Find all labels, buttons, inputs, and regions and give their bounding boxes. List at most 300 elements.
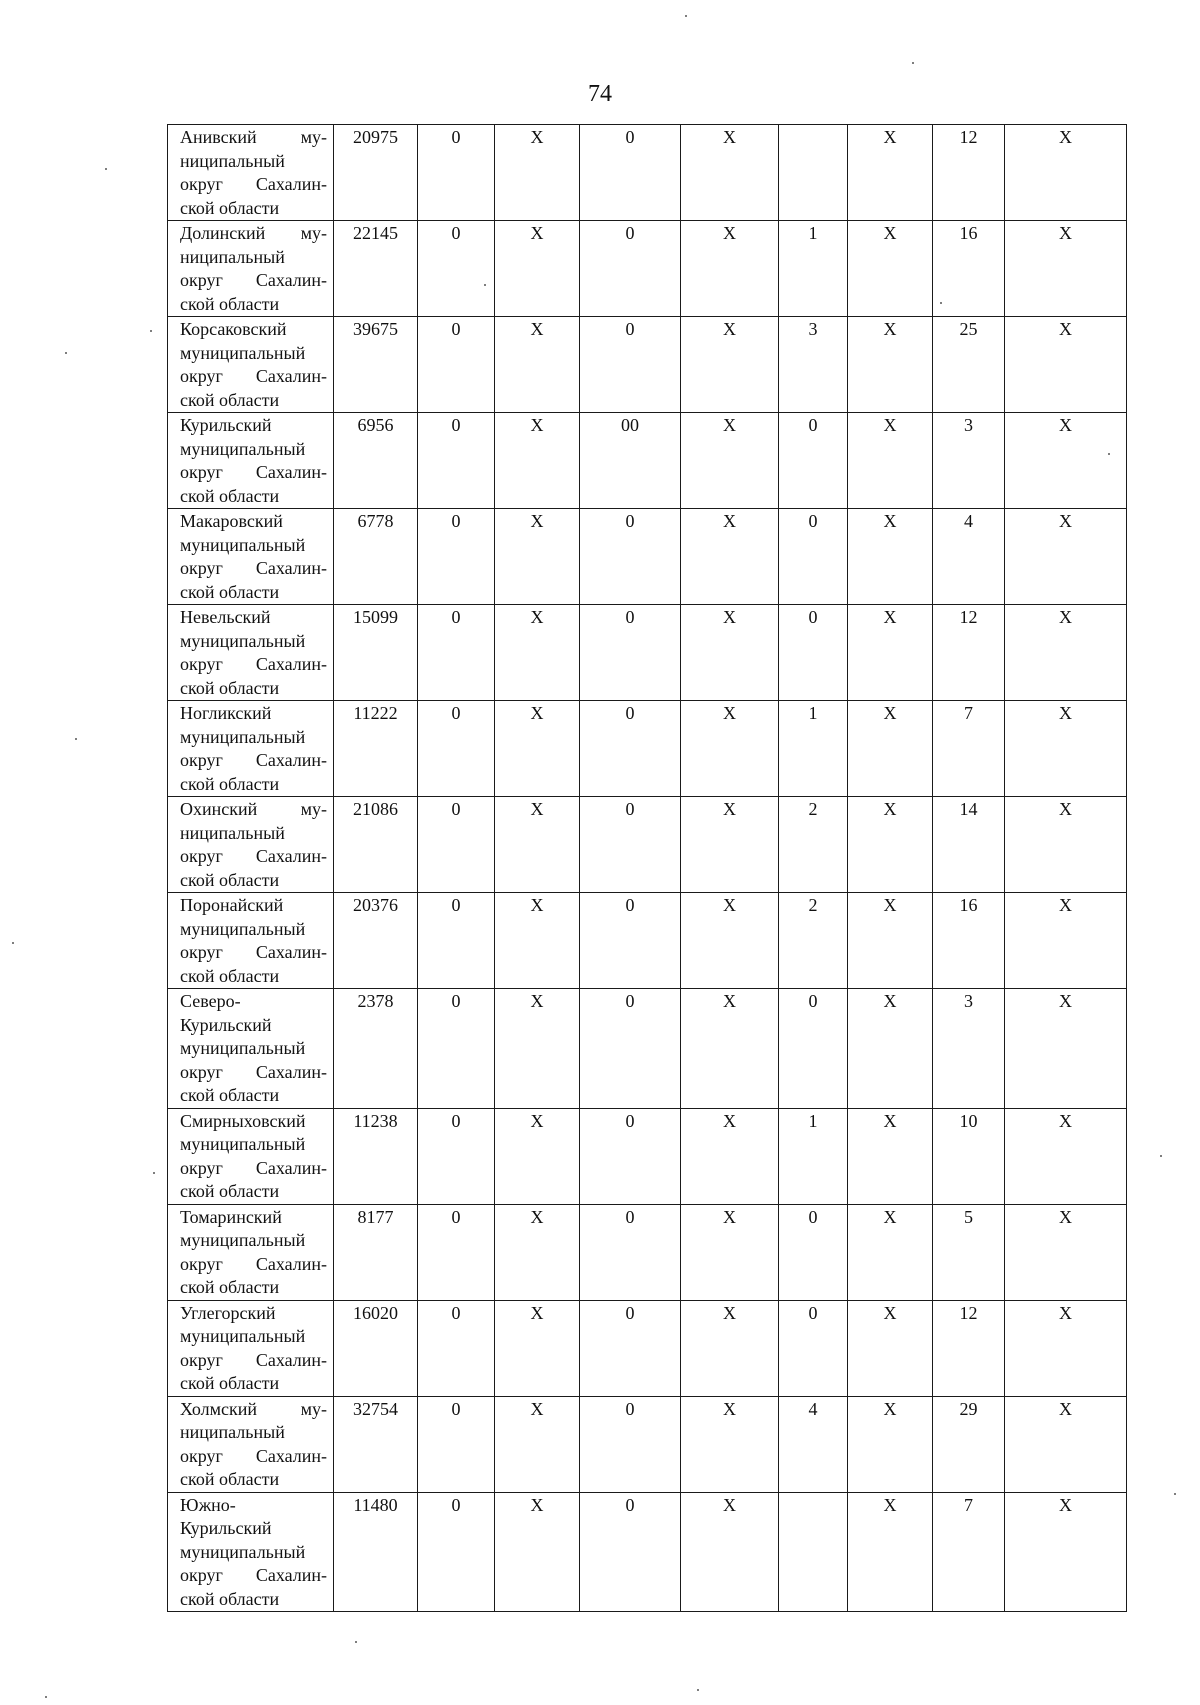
municipality-name-cell [168,509,334,605]
municipality-name-cell [168,413,334,509]
municipality-name-word: му- [300,799,327,819]
table-cell: 4 [779,1396,848,1492]
scan-speck [12,942,14,944]
table-cell: 0 [779,509,848,605]
municipality-name-line [180,798,327,822]
table-cell: 0 [580,125,681,221]
table-cell: 0 [779,413,848,509]
municipality-name-word: округ [180,846,223,866]
table-cell: X [681,701,779,797]
municipality-name-word: Северо- [180,991,241,1011]
municipality-name-cell [168,317,334,413]
municipality-name-word: Сахалин- [255,270,327,290]
table-cell: 0 [779,989,848,1109]
table-cell: X [681,1300,779,1396]
table-cell: 29 [933,1396,1005,1492]
table-cell: X [681,509,779,605]
municipality-name-line [180,630,327,654]
municipality-name-line [180,1084,327,1108]
scan-speck [1160,1155,1162,1157]
municipality-name-cell [168,701,334,797]
table-cell: X [495,1204,580,1300]
table-cell: X [848,413,933,509]
table-cell: 0 [418,1204,495,1300]
table-cell: 21086 [334,797,418,893]
municipality-name-line [180,965,327,989]
table-cell: X [681,317,779,413]
table-cell: 3 [933,989,1005,1109]
municipality-name-word: Сахалин- [255,750,327,770]
table-cell: 0 [418,1108,495,1204]
table-cell: X [495,1300,580,1396]
municipality-name-word: округ [180,1445,223,1466]
municipality-name-line [180,1494,327,1518]
table-row [168,509,1127,605]
municipality-name-line [180,150,327,174]
municipality-name-word: ской области [180,1277,280,1297]
municipality-name-word: муниципальный [180,918,306,939]
table-cell: 14 [933,797,1005,893]
municipality-name-word: ской области [180,485,280,506]
table-cell: 0 [418,221,495,317]
table-cell: X [848,989,933,1109]
table-row [168,797,1127,893]
table-cell: X [1005,125,1127,221]
municipality-name-word: муниципальный [180,438,306,459]
table-cell: 3 [933,413,1005,509]
table-cell: 1 [779,221,848,317]
municipality-name-line [180,534,327,558]
municipality-name-word: округ [180,1157,223,1178]
municipality-name-cell [168,1108,334,1204]
table-cell: 0 [418,1300,495,1396]
municipality-name-word: му- [300,1398,327,1419]
municipality-name-word: муниципальный [180,1134,306,1154]
table-cell: 11222 [334,701,418,797]
municipality-name-word: ской области [180,293,280,314]
table-cell: X [848,125,933,221]
municipality-name-word: Долинский [180,223,266,243]
municipality-name-line [180,1229,327,1253]
municipality-name-line [180,1110,327,1134]
municipality-name-cell [168,1492,334,1612]
table-cell: X [1005,701,1127,797]
municipality-name-line [180,1541,327,1565]
table-cell: X [495,1492,580,1612]
municipality-name-line [180,773,327,797]
table-cell: X [848,701,933,797]
municipality-name-line [180,581,327,605]
municipality-name-line [180,822,327,846]
table-cell: 10 [933,1108,1005,1204]
table-cell: 0 [418,509,495,605]
table-cell: X [495,1108,580,1204]
table-cell: 0 [418,797,495,893]
municipality-name-cell [168,1204,334,1300]
municipality-name-line [180,438,327,462]
table-cell: X [681,989,779,1109]
table-cell: 25 [933,317,1005,413]
municipality-name-word: ской области [180,677,280,698]
municipality-name-word: Смирныховский [180,1110,306,1131]
table-cell: 20975 [334,125,418,221]
table-cell: 6778 [334,509,418,605]
municipality-name-word: округ [180,750,223,770]
municipality-name-word: округ [180,174,223,194]
municipality-name-line [180,1206,327,1230]
municipality-name-line [180,557,327,581]
table-cell: 0 [580,797,681,893]
table-cell: 6956 [334,413,418,509]
table-cell: 12 [933,125,1005,221]
municipality-name-word: муниципальный [180,630,306,651]
table-row [168,413,1127,509]
table-cell: 1 [779,1108,848,1204]
table-cell: X [681,221,779,317]
table-cell: X [681,893,779,989]
municipality-name-line [180,1253,327,1277]
table-cell: 12 [933,605,1005,701]
table-cell: X [681,605,779,701]
municipality-name-line [180,293,327,317]
municipality-name-word: округ [180,1565,223,1585]
table-cell: 2 [779,797,848,893]
municipal-data-table [167,124,1127,1612]
table-cell: X [681,413,779,509]
table-cell: X [848,317,933,413]
table-cell: X [1005,605,1127,701]
municipality-name-word: округ [180,1061,223,1082]
scan-speck [45,1696,47,1698]
table-cell: 0 [580,1204,681,1300]
table-cell: 20376 [334,893,418,989]
table-cell: X [495,1396,580,1492]
table-row [168,1204,1127,1300]
municipality-name-cell [168,605,334,701]
table-cell: X [848,221,933,317]
table-cell: 12 [933,1300,1005,1396]
municipality-name-word: Сахалин- [255,1061,327,1082]
table-cell: X [1005,893,1127,989]
table-cell: X [1005,797,1127,893]
municipality-name-line [180,1325,327,1349]
municipality-name-cell [168,893,334,989]
municipality-name-line [180,653,327,677]
municipality-name-line [180,365,327,389]
table-cell: X [495,413,580,509]
table-cell: X [681,1108,779,1204]
municipality-name-line [180,1061,327,1085]
municipality-name-line [180,1157,327,1181]
municipality-name-line [180,318,327,342]
table-cell: X [681,1204,779,1300]
municipality-name-word: Сахалин- [255,846,327,866]
municipality-name-line [180,461,327,485]
municipality-name-word: му- [300,127,327,147]
table-cell [779,1492,848,1612]
municipality-name-line [180,1588,327,1612]
municipality-name-word: Макаровский [180,511,283,531]
table-cell: 0 [418,701,495,797]
municipality-name-line [180,1133,327,1157]
scan-speck [75,738,77,740]
table-cell: 16 [933,893,1005,989]
table-row [168,1108,1127,1204]
municipality-name-word: муниципальный [180,1230,306,1250]
municipality-name-word: Углегорский [180,1302,276,1323]
table-cell: X [1005,1300,1127,1396]
table-cell: 00 [580,413,681,509]
municipality-name-word: ской области [180,1181,280,1201]
table-cell: 39675 [334,317,418,413]
municipality-name-word: ской области [180,869,280,890]
municipality-name-word: ниципальный [180,246,285,267]
municipality-name-line [180,342,327,366]
municipality-name-word: муниципальный [180,1326,306,1346]
table-row [168,125,1127,221]
table-cell: X [495,701,580,797]
table-cell: X [1005,989,1127,1109]
table-cell: 11480 [334,1492,418,1612]
municipality-name-word: Курильский [180,415,272,435]
municipality-name-word: муниципальный [180,1038,306,1058]
table-cell: X [681,1492,779,1612]
municipality-name-line [180,1180,327,1204]
table-cell: X [495,317,580,413]
table-cell: 0 [580,701,681,797]
table-body [168,125,1127,1612]
table-cell: X [1005,1396,1127,1492]
municipality-name-word: ской области [180,1588,280,1609]
municipality-name-line [180,389,327,413]
scan-speck [940,302,942,304]
municipality-name-cell [168,125,334,221]
table-cell [779,125,848,221]
table-cell: X [1005,509,1127,605]
table-cell: 8177 [334,1204,418,1300]
table-row [168,1492,1127,1612]
table-cell: 0 [580,1396,681,1492]
table-cell: X [681,125,779,221]
table-cell: 1 [779,701,848,797]
municipality-name-line [180,845,327,869]
municipality-name-line [180,1372,327,1396]
municipality-name-word: ниципальный [180,822,285,843]
table-cell: X [495,221,580,317]
municipality-name-word: муниципальный [180,534,306,555]
table-cell: 0 [779,1204,848,1300]
scan-speck [697,1689,699,1691]
table-cell: 0 [418,413,495,509]
municipality-name-line [180,126,327,150]
municipality-name-word: Сахалин- [255,174,327,194]
table-cell: 0 [580,221,681,317]
municipality-name-word: Сахалин- [255,1253,327,1274]
page-number: 74 [588,81,612,107]
municipality-name-line [180,1302,327,1326]
table-cell: X [848,605,933,701]
table-cell: 0 [580,1300,681,1396]
table-cell: X [1005,1204,1127,1300]
table-cell: X [848,1396,933,1492]
table-cell: 2 [779,893,848,989]
municipality-name-word: му- [300,223,327,243]
municipality-name-word: Сахалин- [255,1157,327,1178]
table-cell: X [495,893,580,989]
municipality-name-line [180,1349,327,1373]
municipality-name-line [180,702,327,726]
municipality-name-cell [168,1300,334,1396]
table-cell: 0 [580,317,681,413]
scan-speck [153,1172,155,1174]
municipality-name-word: Сахалин- [255,1349,327,1370]
table-cell: X [848,1300,933,1396]
table-row [168,1396,1127,1492]
municipality-name-word: Холмский [180,1398,258,1419]
municipality-name-line [180,1564,327,1588]
table-row [168,701,1127,797]
municipality-name-word: муниципальный [180,1541,306,1562]
table-cell: X [1005,413,1127,509]
scan-speck [1174,1493,1176,1495]
municipality-name-word: Курильский [180,1518,272,1538]
municipality-name-word: ниципальный [180,150,285,171]
table-cell: 15099 [334,605,418,701]
table-cell: X [1005,1492,1127,1612]
table-cell: 32754 [334,1396,418,1492]
municipality-name-word: Южно- [180,1494,236,1515]
municipality-name-line [180,677,327,701]
municipality-name-line [180,869,327,893]
municipality-name-line [180,1517,327,1541]
municipality-name-word: муниципальный [180,726,306,747]
scan-speck [150,330,152,332]
municipality-name-word: округ [180,270,223,290]
municipality-name-word: Сахалин- [255,462,327,482]
municipality-name-line [180,485,327,509]
municipality-name-word: ской области [180,389,280,410]
table-cell: 7 [933,701,1005,797]
municipality-name-line [180,269,327,293]
municipality-name-word: округ [180,654,223,674]
table-cell: 0 [580,1108,681,1204]
municipality-name-word: ской области [180,965,280,986]
table-cell: 0 [418,1396,495,1492]
table-row [168,605,1127,701]
table-cell: X [495,509,580,605]
table-cell: X [848,1204,933,1300]
scan-speck [105,168,107,170]
municipality-name-word: округ [180,1349,223,1370]
municipality-name-line [180,222,327,246]
scan-speck [65,352,67,354]
municipality-name-word: Сахалин- [255,942,327,962]
municipality-name-line [180,918,327,942]
table-cell: X [1005,317,1127,413]
table-row [168,893,1127,989]
table-cell: X [495,797,580,893]
municipality-name-word: Сахалин- [255,654,327,674]
municipality-name-cell [168,797,334,893]
municipality-name-word: Невельский [180,607,271,627]
table-cell: 0 [580,509,681,605]
municipality-name-word: ской области [180,1469,280,1489]
municipality-name-word: Ногликский [180,703,272,723]
municipality-name-word: Корсаковский [180,319,287,339]
table-row [168,221,1127,317]
municipality-name-word: ниципальный [180,1422,285,1442]
table-cell: X [848,509,933,605]
municipality-name-word: ской области [180,773,280,794]
municipality-name-line [180,894,327,918]
table-cell: X [495,989,580,1109]
municipality-name-word: округ [180,366,223,386]
table-cell: 3 [779,317,848,413]
scan-speck [912,62,914,64]
municipality-name-line [180,1014,327,1038]
table-cell: X [848,1492,933,1612]
table-cell: 0 [418,125,495,221]
municipality-name-line [180,173,327,197]
municipality-name-line [180,1037,327,1061]
municipality-name-line [180,749,327,773]
municipality-name-word: ской области [180,1085,280,1105]
municipality-name-cell [168,221,334,317]
municipality-name-line [180,197,327,221]
municipality-name-word: Сахалин- [255,1565,327,1585]
table-cell: 5 [933,1204,1005,1300]
scan-speck [484,284,486,286]
table-cell: 0 [418,1492,495,1612]
table-cell: 0 [580,989,681,1109]
municipality-name-cell [168,1396,334,1492]
municipality-name-line [180,606,327,630]
municipality-name-word: округ [180,558,223,578]
table-row [168,989,1127,1109]
table-cell: 7 [933,1492,1005,1612]
table-cell: X [495,125,580,221]
table-cell: 0 [580,893,681,989]
municipality-name-word: Сахалин- [255,558,327,578]
table-cell: 0 [779,605,848,701]
table-cell: 2378 [334,989,418,1109]
municipality-name-line [180,414,327,438]
table-cell: X [681,1396,779,1492]
table-cell: 0 [418,893,495,989]
municipality-name-word: ской области [180,581,280,602]
municipality-name-word: Курильский [180,1014,272,1035]
municipality-name-line [180,1445,327,1469]
municipality-name-line [180,1398,327,1422]
municipality-name-word: округ [180,942,223,962]
table-cell: 0 [418,605,495,701]
municipality-name-word: ской области [180,1373,280,1393]
scan-speck [1108,453,1110,455]
municipality-name-word: Сахалин- [255,366,327,386]
table-cell: 4 [933,509,1005,605]
table-cell: X [681,797,779,893]
municipality-name-word: Анивский [180,127,257,147]
table-cell: 22145 [334,221,418,317]
municipality-name-line [180,246,327,270]
scan-speck [355,1641,357,1643]
municipality-name-word: Поронайский [180,895,284,915]
table-row [168,317,1127,413]
table-cell: X [848,1108,933,1204]
municipality-name-line [180,941,327,965]
table-cell: X [848,797,933,893]
table-cell: 0 [779,1300,848,1396]
